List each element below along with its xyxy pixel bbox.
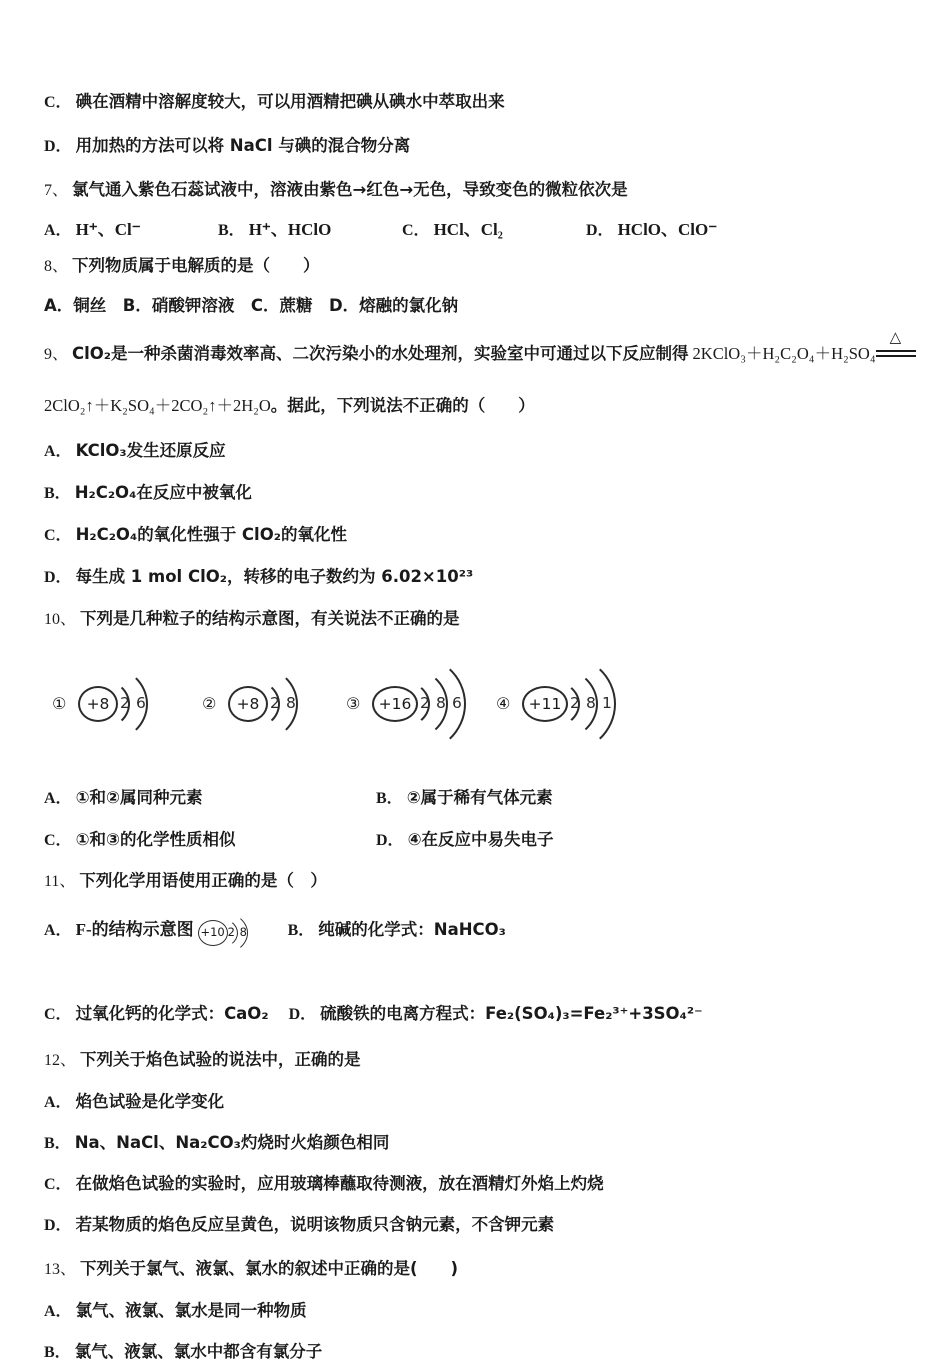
q9-option-b-row bbox=[44, 479, 252, 503]
question-stem: 氯气通入紫色石蕊试液中，溶液由紫色→红色→无色，导致变色的微粒依次是 bbox=[72, 180, 628, 199]
q13-option-b-row bbox=[44, 1338, 322, 1362]
q9-option-a-row bbox=[44, 437, 226, 461]
q9-stem-row-2 bbox=[44, 392, 535, 416]
option-label: D． bbox=[376, 832, 404, 849]
electron-count-2-2: 8 bbox=[286, 694, 296, 712]
q10-diagram-group bbox=[44, 650, 914, 770]
diagram-index-label: ③ bbox=[346, 694, 361, 713]
electron-count-inline-2: 8 bbox=[239, 925, 247, 940]
option-text: ①和②属同种元素 bbox=[75, 788, 203, 807]
q11-option-b bbox=[288, 922, 506, 939]
q9-option-c-row bbox=[44, 521, 347, 545]
q6-option-d-row bbox=[44, 132, 410, 156]
electron-count-4-3: 1 bbox=[602, 694, 612, 712]
question-number: 13、 bbox=[44, 1261, 77, 1278]
q12-stem-row bbox=[44, 1046, 361, 1070]
option-text: 纯碱的化学式：NaHCO₃ bbox=[318, 920, 506, 939]
option-text: 氯气、液氯、氯水是同一种物质 bbox=[75, 1301, 307, 1320]
q6-option-c-row bbox=[44, 88, 505, 112]
option-label: D． bbox=[288, 1006, 317, 1023]
option-label: B． bbox=[44, 1344, 71, 1361]
nucleus-charge-1: +8 bbox=[78, 686, 118, 722]
question-number: 12、 bbox=[44, 1052, 77, 1069]
q11-option-d bbox=[289, 1006, 703, 1023]
electron-count-1-1: 2 bbox=[120, 694, 130, 712]
question-number: 8、 bbox=[44, 258, 69, 275]
q13-stem-row bbox=[44, 1255, 458, 1279]
q9-equation-right: 2ClO₂↑＋K₂SO₄＋2CO₂↑＋2H₂O bbox=[44, 396, 271, 415]
atom-diagram-4 bbox=[496, 650, 736, 770]
option-label: D． bbox=[586, 222, 614, 239]
q12-option-c-row bbox=[44, 1170, 604, 1194]
q8-stem-row bbox=[44, 252, 320, 276]
question-stem: 下列是几种粒子的结构示意图，有关说法不正确的是 bbox=[80, 609, 460, 628]
option-label: A． bbox=[44, 443, 72, 460]
option-label: A． bbox=[44, 222, 72, 239]
option-label: A． bbox=[44, 1303, 72, 1320]
q10-option-d bbox=[376, 826, 554, 850]
q13-option-a-row bbox=[44, 1297, 307, 1321]
electron-count-4-1: 2 bbox=[570, 694, 580, 712]
question-stem: 下列物质属于电解质的是（ ） bbox=[72, 256, 320, 275]
q10-options-row-2 bbox=[44, 826, 554, 850]
diagram-index-label: ① bbox=[52, 694, 67, 713]
option-label: C． bbox=[402, 222, 430, 239]
electron-count-3-3: 6 bbox=[452, 694, 462, 712]
q10-options-row-1 bbox=[44, 784, 553, 808]
q12-option-a-row bbox=[44, 1088, 224, 1112]
option-text: 用加热的方法可以将 NaCl 与碘的混合物分离 bbox=[75, 136, 411, 155]
q7-options-row bbox=[44, 215, 717, 240]
q11-stem-row bbox=[44, 867, 327, 891]
option-text: 过氧化钙的化学式：CaO₂ bbox=[75, 1004, 269, 1023]
option-text: 硫酸铁的电离方程式：Fe₂(SO₄)₃=Fe₂³⁺+3SO₄²⁻ bbox=[320, 1004, 703, 1023]
heat-reaction-arrow-icon bbox=[876, 330, 916, 361]
q7-option-d bbox=[586, 215, 717, 240]
q7-option-c bbox=[402, 215, 582, 240]
q8-options-row bbox=[44, 292, 458, 316]
electron-count-inline-1: 2 bbox=[227, 925, 235, 940]
question-number: 7、 bbox=[44, 182, 69, 199]
option-label: C． bbox=[44, 832, 72, 849]
option-label: D． bbox=[44, 1217, 72, 1234]
q9-equation-left: 2KClO₃＋H₂C₂O₄＋H₂SO₄ bbox=[692, 344, 876, 363]
option-text: H₂C₂O₄的氧化性强于 ClO₂的氧化性 bbox=[75, 525, 347, 544]
option-text: ②属于稀有气体元素 bbox=[406, 788, 553, 807]
option-label: B． bbox=[44, 1135, 71, 1152]
question-number: 10、 bbox=[44, 611, 77, 628]
option-label: C． bbox=[44, 94, 72, 111]
option-label: B． bbox=[44, 485, 71, 502]
option-label: C． bbox=[44, 1176, 72, 1193]
electron-count-3-2: 8 bbox=[436, 694, 446, 712]
q7-stem-row bbox=[44, 176, 628, 200]
question-number: 9、 bbox=[44, 346, 69, 363]
q10-option-b bbox=[376, 784, 553, 808]
question-stem: 下列化学用语使用正确的是（ ） bbox=[79, 871, 327, 890]
option-text: 碘在酒精中溶解度较大，可以用酒精把碘从碘水中萃取出来 bbox=[75, 92, 505, 111]
option-text: H₂C₂O₄在反应中被氧化 bbox=[74, 483, 252, 502]
option-label: C． bbox=[44, 1006, 72, 1023]
question-stem: 下列关于焰色试验的说法中，正确的是 bbox=[80, 1050, 361, 1069]
option-text: 每生成 1 mol ClO₂，转移的电子数约为 6.02×10²³ bbox=[75, 567, 474, 586]
nucleus-charge-3: +16 bbox=[372, 686, 418, 722]
q11-option-ab-row bbox=[44, 915, 506, 946]
option-text: F-的结构示意图 bbox=[75, 920, 194, 939]
option-label: A． bbox=[44, 790, 72, 807]
q12-option-b-row bbox=[44, 1129, 389, 1153]
option-text: H⁺、Cl⁻ bbox=[75, 220, 141, 239]
diagram-index-label: ② bbox=[202, 694, 217, 713]
q8-options-text: A．铜丝 B．硝酸钾溶液 C．蔗糖 D．熔融的氯化钠 bbox=[44, 296, 459, 315]
option-text: ①和③的化学性质相似 bbox=[75, 830, 236, 849]
q10-option-c bbox=[44, 826, 372, 850]
option-text: KClO₃发生还原反应 bbox=[75, 441, 226, 460]
nucleus-charge-2: +8 bbox=[228, 686, 268, 722]
option-label: A． bbox=[44, 922, 72, 939]
diagram-index-label: ④ bbox=[496, 694, 511, 713]
nucleus-charge-inline: +10 bbox=[198, 920, 228, 946]
electron-count-4-2: 8 bbox=[586, 694, 596, 712]
q7-option-a bbox=[44, 215, 214, 240]
q11-option-cd-row bbox=[44, 1000, 703, 1024]
option-label: B． bbox=[376, 790, 403, 807]
question-stem-part1: ClO₂是一种杀菌消毒效率高、二次污染小的水处理剂，实验室中可通过以下反应制得 bbox=[72, 344, 689, 363]
q12-option-d-row bbox=[44, 1211, 554, 1235]
q10-stem-row bbox=[44, 605, 460, 629]
option-text: Na、NaCl、Na₂CO₃灼烧时火焰颜色相同 bbox=[74, 1133, 390, 1152]
option-text: 在做焰色试验的实验时，应用玻璃棒蘸取待测液，放在酒精灯外焰上灼烧 bbox=[75, 1174, 604, 1193]
q11-option-a bbox=[44, 922, 266, 939]
option-text: 氯气、液氯、氯水中都含有氯分子 bbox=[74, 1342, 323, 1361]
option-label: B． bbox=[287, 922, 315, 939]
electron-count-3-1: 2 bbox=[420, 694, 430, 712]
option-text: H⁺、HClO bbox=[248, 220, 332, 239]
option-text: HCl、Cl₂ bbox=[433, 220, 503, 239]
inline-atom-diagram-f-ion bbox=[198, 916, 262, 946]
option-text: HClO、ClO⁻ bbox=[617, 220, 718, 239]
option-label: B． bbox=[218, 222, 245, 239]
option-label: D． bbox=[44, 138, 72, 155]
electron-count-2-1: 2 bbox=[270, 694, 280, 712]
option-label: A． bbox=[44, 1094, 72, 1111]
q9-option-d-row bbox=[44, 563, 473, 587]
q9-stem-row-1 bbox=[44, 330, 916, 364]
triangle-heat-symbol: △ bbox=[889, 330, 902, 346]
question-stem-part2: 。据此，下列说法不正确的（ ） bbox=[270, 396, 535, 415]
question-stem: 下列关于氯气、液氯、氯水的叙述中正确的是( ) bbox=[80, 1259, 459, 1278]
option-label: D． bbox=[44, 569, 72, 586]
option-label: C． bbox=[44, 527, 72, 544]
q10-option-a bbox=[44, 784, 372, 808]
question-number: 11、 bbox=[44, 873, 76, 890]
option-text: 若某物质的焰色反应呈黄色，说明该物质只含钠元素，不含钾元素 bbox=[75, 1215, 555, 1234]
electron-count-1-2: 6 bbox=[136, 694, 146, 712]
option-text: 焰色试验是化学变化 bbox=[75, 1092, 225, 1111]
q11-option-c bbox=[44, 1006, 273, 1023]
nucleus-charge-4: +11 bbox=[522, 686, 568, 722]
option-text: ④在反应中易失电子 bbox=[407, 830, 554, 849]
q7-option-b bbox=[218, 215, 398, 240]
